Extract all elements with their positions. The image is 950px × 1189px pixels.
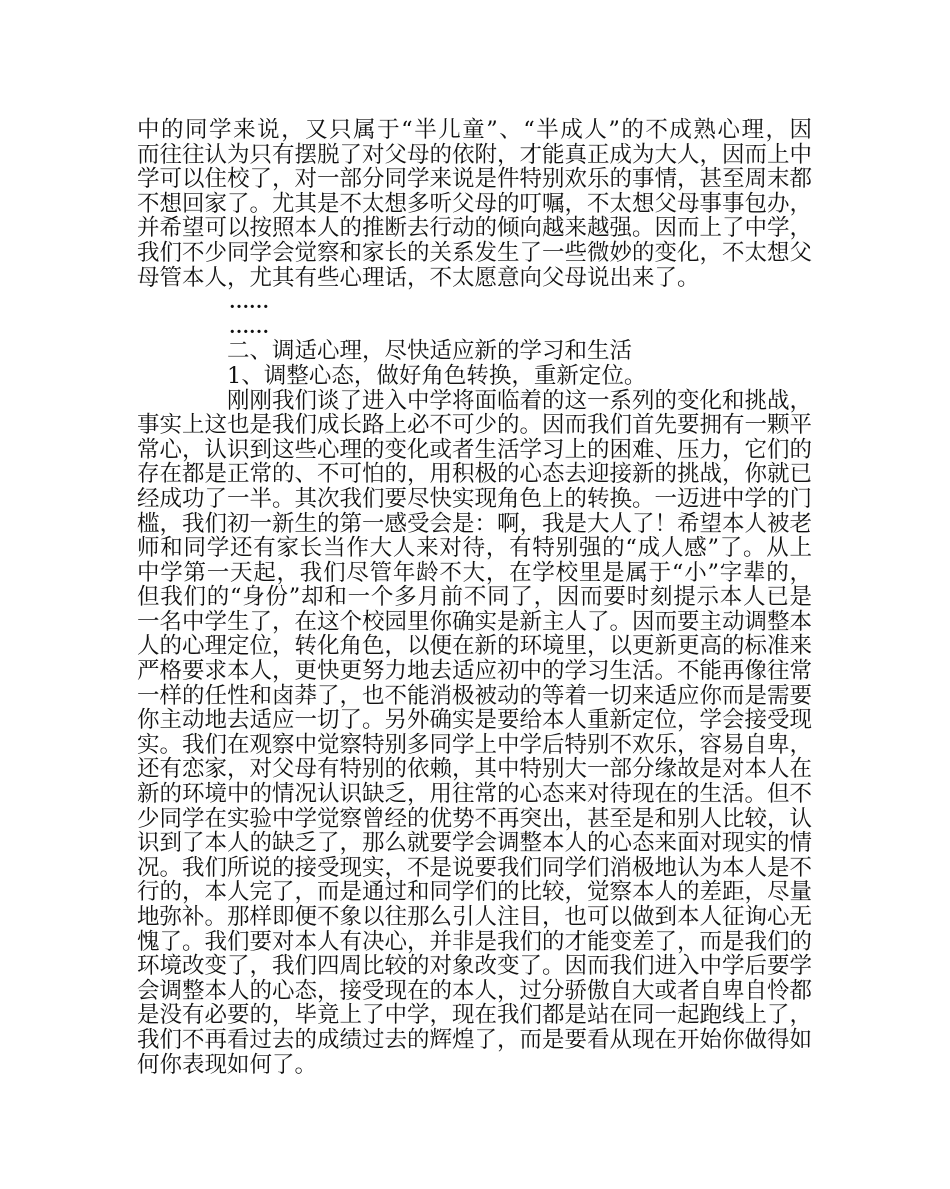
text-line: 严格要求本人，更快更努力地去适应初中的学习生活。不能再像往常 (137, 658, 813, 685)
text-line: 我们不少同学会觉察和家长的关系发生了一些微妙的变化，不太想父 (137, 239, 813, 266)
text-line: 存在都是正常的、不可怕的，用积极的心态去迎接新的挑战，你就已 (137, 461, 813, 488)
text-line: 刚刚我们谈了进入中学将面临着的这一系列的变化和挑战， (227, 387, 813, 414)
text-line: 新的环境中的情况认识缺乏，用往常的心态来对待现在的生活。但不 (137, 781, 813, 808)
text-line: 经成功了一半。其次我们要尽快实现角色上的转换。一迈进中学的门 (137, 485, 813, 512)
text-line: 母管本人，尤其有些心理话，不太愿意向父母说出来了。 (137, 264, 700, 291)
text-line: 而往往认为只有摆脱了对父母的依附，才能真正成为大人，因而上中 (137, 141, 813, 168)
paragraph (137, 118, 812, 290)
text-line: 何你表现如何了。 (137, 1051, 318, 1078)
text-line: 中学第一天起，我们尽管年龄不大，在学校里是属于“小”字辈的， (137, 559, 812, 586)
text-line: 并希望可以按照本人的推断去行动的倾向越来越强。因而上了中学， (137, 215, 813, 242)
ellipsis-marker: …… (229, 315, 269, 338)
text-line: 少同学在实验中学觉察曾经的优势不再突出，甚至是和别人比较，认 (137, 805, 813, 832)
text-line: 但我们的“身份”却和一个多月前不同了，因而要时刻提示本人已是 (137, 584, 812, 611)
text-line: 环境改变了，我们四周比较的对象改变了。因而我们进入中学后要学 (137, 953, 813, 980)
text-line: 实。我们在观察中觉察特别多同学上中学后特别不欢乐，容易自卑， (137, 731, 813, 758)
text-line: 愧了。我们要对本人有决心，并非是我们的才能变差了，而是我们的 (137, 928, 813, 955)
paragraph (137, 389, 812, 1078)
text-line: 还有恋家，对父母有特别的依赖，其中特别大一部分缘故是对本人在 (137, 756, 813, 783)
text-line: 况。我们所说的接受现实，不是说要我们同学们消极地认为本人是不 (137, 854, 813, 881)
text-line: 识到了本人的缺乏了，那么就要学会调整本人的心态来面对现实的情 (137, 830, 813, 857)
text-line: 你主动地去适应一切了。另外确实是要给本人重新定位，学会接受现 (137, 707, 813, 734)
text-line: 槛，我们初一新生的第一感受会是：啊，我是大人了！希望本人被老 (137, 510, 813, 537)
text-line: 地弥补。那样即便不象以往那么引人注目，也可以做到本人征询心无 (137, 904, 813, 930)
ellipsis-marker: …… (229, 291, 269, 314)
section-heading: 1、调整心态，做好角色转换，重新定位。 (227, 362, 647, 389)
text-line: 事实上这也是我们成长路上必不可少的。因而我们首先要拥有一颗平 (137, 412, 813, 439)
text-line: 行的，本人完了，而是通过和同学们的比较，觉察本人的差距，尽量 (137, 879, 813, 906)
text-line: 人的心理定位，转化角色，以便在新的环境里，以更新更高的标准来 (137, 633, 813, 660)
section-heading: 二、调适心理，尽快适应新的学习和生活 (227, 338, 633, 365)
text-line: 我们不再看过去的成绩过去的辉煌了，而是要看从现在开始你做得如 (137, 1026, 813, 1053)
text-line: 会调整本人的心态，接受现在的本人，过分骄傲自大或者自卑自怜都 (137, 977, 813, 1004)
text-line: 是没有必要的，毕竟上了中学，现在我们都是站在同一起跑线上了， (137, 1002, 813, 1029)
text-line: 一样的任性和卤莽了，也不能消极被动的等着一切来适应你而是需要 (137, 682, 813, 709)
text-line: 一名中学生了，在这个校园里你确实是新主人了。因而要主动调整本 (137, 608, 813, 635)
text-line: 师和同学还有家长当作大人来对待，有特别强的“成人感”了。从上 (137, 535, 812, 562)
text-line: 常心，认识到这些心理的变化或者生活学习上的困难、压力，它们的 (137, 436, 813, 463)
text-line: 中的同学来说，又只属于“半儿童”、“半成人”的不成熟心理，因 (137, 117, 812, 143)
text-line: 不想回家了。尤其是不太想多听父母的叮嘱，不太想父母事事包办， (137, 190, 813, 217)
text-line: 学可以住校了，对一部分同学来说是件特别欢乐的事情，甚至周末都 (137, 166, 813, 193)
document-body (137, 118, 812, 1077)
